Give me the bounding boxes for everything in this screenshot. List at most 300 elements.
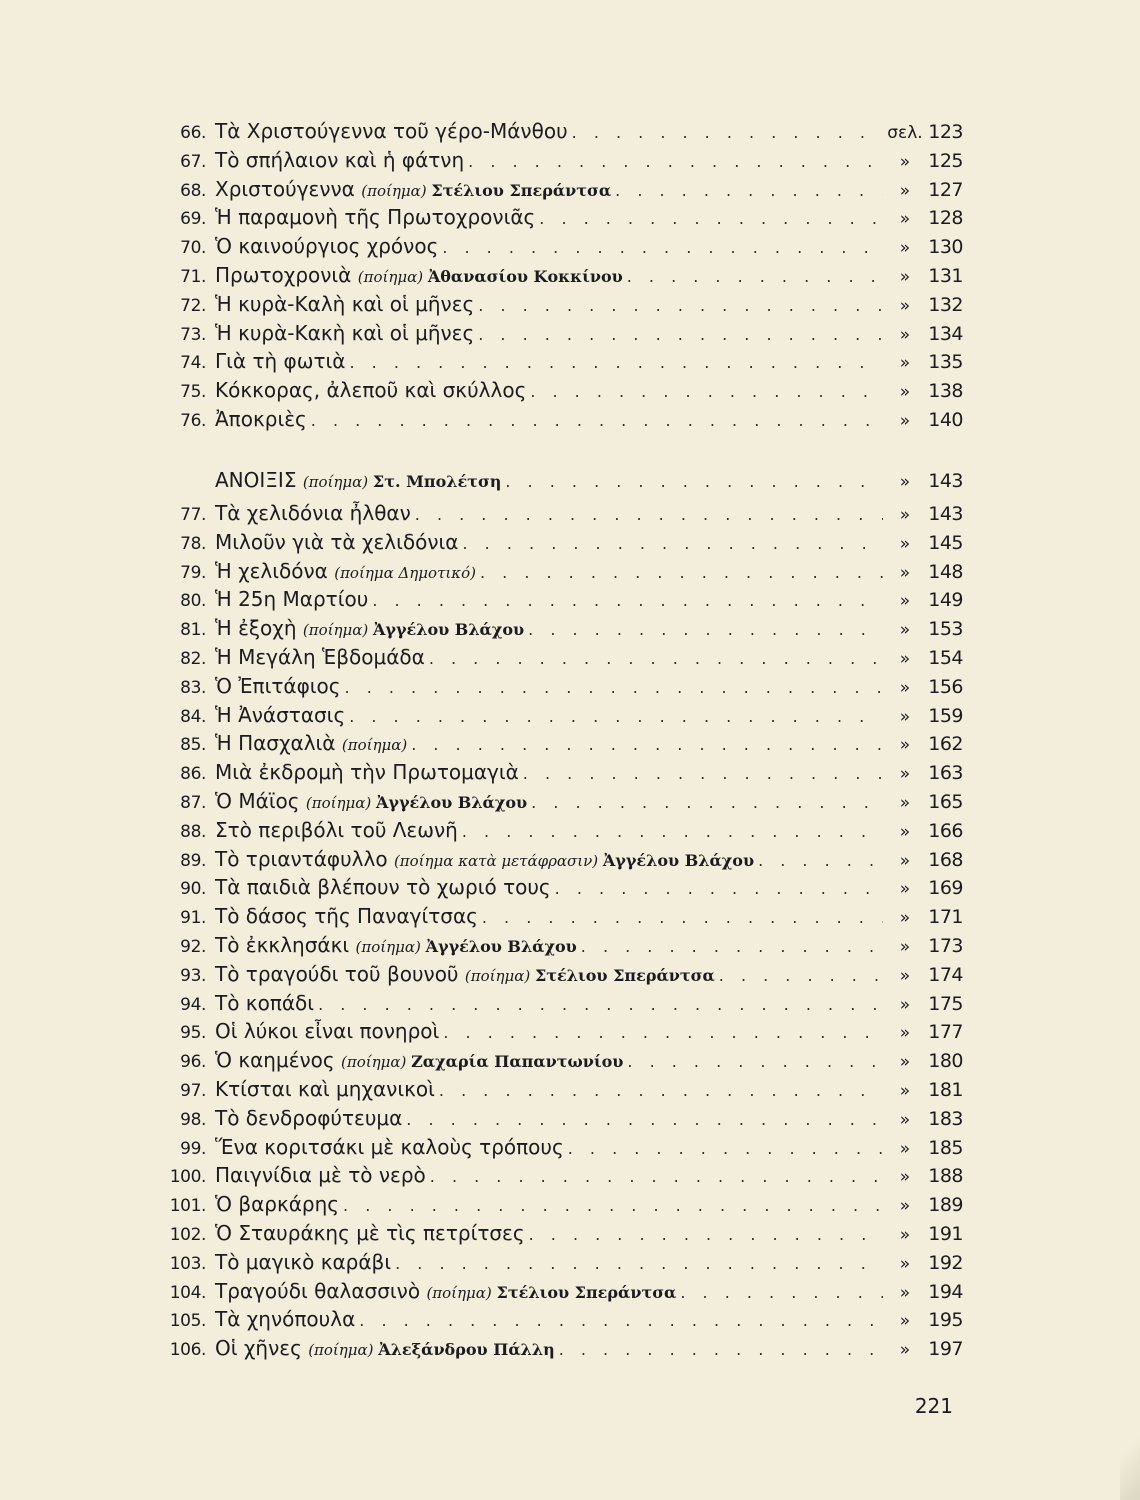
page-ref-mark: » <box>899 1167 911 1188</box>
entry-title <box>206 614 524 645</box>
entry-page-number: 177 <box>928 1021 963 1044</box>
entry-number: 93. <box>180 965 206 986</box>
entry-title-text: Τραγούδι θαλασσινὸ <box>215 1278 427 1303</box>
entry-title <box>206 117 568 146</box>
entry-number: 98. <box>180 1109 206 1130</box>
entry-number: 67. <box>180 151 206 172</box>
dot-leader <box>345 349 883 378</box>
entry-page-number: 125 <box>928 149 963 172</box>
page-ref-mark: » <box>899 1080 911 1101</box>
entry-number: 88. <box>180 821 206 842</box>
entry-number: 84. <box>180 706 206 727</box>
entry-title-text: Μιὰ ἐκδρομὴ τὴν Πρωτομαγιὰ <box>215 760 519 785</box>
entry-page-number: 149 <box>928 589 963 612</box>
entry-title <box>206 466 501 497</box>
entry-author: Ἀλεξάνδρου Πάλλη <box>378 1340 555 1360</box>
toc-entry <box>148 175 963 204</box>
page-ref-mark: » <box>899 151 911 172</box>
toc-entry <box>148 117 963 146</box>
page-ref-mark: » <box>899 533 911 554</box>
dot-leader <box>474 321 883 350</box>
entry-author: Ἀθανασίου Κοκκίνου <box>427 266 623 286</box>
toc-entry <box>148 643 963 672</box>
entry-page-number: 174 <box>928 963 963 986</box>
entry-title-text: Χριστούγεννα <box>215 176 362 201</box>
entry-page-number: 128 <box>928 207 963 230</box>
page-ref-mark: » <box>899 209 911 230</box>
entry-number: 90. <box>180 879 206 900</box>
entry-title-text: Ἡ παραμονὴ τῆς Πρωτοχρονιᾶς <box>215 205 536 230</box>
entry-number: 80. <box>180 591 206 612</box>
entry-title-text: Οἱ λύκοι εἶναι πονηροὶ <box>215 1019 440 1044</box>
entry-title-text: Ὁ Μάϊος <box>215 788 306 813</box>
dot-leader <box>314 991 883 1020</box>
entry-page-number: 171 <box>928 906 963 929</box>
entry-title-text: Τὸ τριαντάφυλλο <box>215 846 394 871</box>
entry-page-number: 143 <box>928 503 963 525</box>
entry-title <box>206 1305 355 1334</box>
dot-leader <box>524 616 883 645</box>
entry-title-text: Γιὰ τὴ φωτιὰ <box>215 349 346 374</box>
entry-title <box>206 701 345 730</box>
toc-entry <box>148 989 963 1018</box>
entry-number: 95. <box>180 1023 206 1044</box>
dot-leader <box>525 1221 883 1250</box>
entry-page-number: 140 <box>928 408 963 431</box>
page-ref-mark: » <box>899 1311 911 1332</box>
entry-number: 94. <box>180 994 206 1015</box>
entry-title <box>206 319 474 348</box>
dot-leader <box>368 587 883 616</box>
dot-leader <box>402 1106 883 1135</box>
entry-page-number: 165 <box>928 790 963 813</box>
dot-leader <box>501 468 883 497</box>
entry-title <box>206 175 611 206</box>
entry-title-text: Τὰ Χριστούγεννα τοῦ γέρο-Μάνθου <box>215 119 568 143</box>
entry-title <box>206 376 526 405</box>
toc-entry <box>148 499 963 528</box>
entry-page-number: 159 <box>928 704 963 727</box>
entry-title-text: Ὁ καινούργιος χρόνος <box>215 234 439 259</box>
entry-title-text: Πρωτοχρονιὰ <box>215 262 358 287</box>
dot-leader <box>438 234 883 263</box>
entry-page-number: 162 <box>928 733 963 756</box>
page-ref-mark: σελ. <box>887 123 923 143</box>
entry-title <box>206 1190 339 1219</box>
entry-title <box>206 528 459 557</box>
entry-number: 82. <box>180 648 206 669</box>
dot-leader <box>425 645 883 674</box>
toc-entry <box>148 1161 963 1190</box>
entry-title <box>206 1104 402 1133</box>
dot-leader <box>339 1192 883 1221</box>
dot-leader <box>715 962 883 991</box>
page-ref-mark: » <box>899 324 911 345</box>
entry-genre-note: (ποίημα) <box>341 736 408 755</box>
dot-leader <box>464 148 883 177</box>
page-ref-mark: » <box>899 591 911 612</box>
entry-number: 77. <box>180 505 206 525</box>
entry-page-number: 145 <box>928 531 963 554</box>
entry-title <box>206 1334 555 1365</box>
entry-page-number: 168 <box>928 848 963 871</box>
entry-genre-note: (ποίημα) <box>361 181 432 200</box>
entry-author: Ἀγγέλου Βλάχου <box>425 936 577 956</box>
page-ref-mark: » <box>899 180 911 201</box>
dot-leader <box>519 760 883 789</box>
page-ref-mark: » <box>899 764 911 785</box>
entry-page-number: 173 <box>928 934 963 957</box>
page-ref-mark: » <box>899 792 911 813</box>
entry-title-text: Ἡ κυρὰ-Καλὴ καὶ οἱ μῆνες <box>215 291 475 316</box>
entry-number: 66. <box>180 123 206 143</box>
entry-author: Ζαχαρία Παπαντωνίου <box>411 1052 624 1072</box>
entry-title <box>206 845 754 876</box>
dot-leader <box>476 559 883 588</box>
entry-title <box>206 787 527 818</box>
entry-title <box>206 931 577 962</box>
page-ref-mark: » <box>899 908 911 929</box>
entry-title <box>206 729 407 760</box>
entry-title-text: Τὰ χηνόπουλα <box>215 1307 356 1332</box>
toc-entry <box>148 873 963 902</box>
dot-leader <box>527 789 883 818</box>
toc-entry <box>148 585 963 614</box>
entry-number: 106. <box>169 1340 206 1361</box>
page-ref-mark: » <box>899 295 911 316</box>
entry-number: 74. <box>180 353 206 374</box>
entry-title <box>206 816 458 845</box>
entry-title-text: Τὰ παιδιὰ βλέπουν τὸ χωριό τους <box>215 875 551 900</box>
entry-genre-note: (ποίημα) <box>302 473 373 491</box>
entry-title <box>206 1219 525 1248</box>
toc-section-spring <box>148 499 963 1363</box>
entry-genre-note: (ποίημα) <box>357 267 428 286</box>
entry-genre-note: (ποίημα) <box>302 621 373 640</box>
entry-title-text: Τὸ ἐκκλησάκι <box>215 932 356 957</box>
dot-leader <box>439 1019 883 1048</box>
entry-number: 79. <box>180 562 206 583</box>
toc-entry <box>148 614 963 643</box>
entry-genre-note: (ποίημα) <box>464 966 535 985</box>
page-edge-shadow <box>1120 1410 1140 1500</box>
entry-title <box>206 1161 426 1190</box>
entry-number: 81. <box>180 620 206 641</box>
toc-entry <box>148 1305 963 1334</box>
entry-title-text: Ἕνα κοριτσάκι μὲ καλοὺς τρόπους <box>215 1134 564 1159</box>
entry-title <box>206 873 551 902</box>
toc-entry <box>148 1133 963 1162</box>
page-ref-mark: » <box>899 879 911 900</box>
page-ref-mark: » <box>899 1282 911 1303</box>
page-ref-mark: » <box>899 1196 911 1217</box>
dot-leader <box>478 904 883 933</box>
dot-leader <box>411 501 883 530</box>
entry-page-number: 197 <box>928 1338 963 1361</box>
entry-title <box>206 347 345 376</box>
dot-leader <box>623 263 883 292</box>
toc-entry <box>148 701 963 730</box>
entry-number: 97. <box>180 1080 206 1101</box>
page-ref-mark: » <box>899 994 911 1015</box>
toc-section-winter <box>148 117 963 434</box>
entry-number: 103. <box>169 1253 206 1274</box>
entry-number: 104. <box>169 1282 206 1303</box>
page-ref-mark: » <box>899 850 911 871</box>
dot-leader <box>307 407 883 436</box>
entry-page-number: 134 <box>928 322 963 345</box>
dot-leader <box>526 378 883 407</box>
entry-number: 71. <box>180 266 206 287</box>
entry-number: 75. <box>180 382 206 403</box>
entry-title <box>206 585 368 614</box>
toc-entry <box>148 902 963 931</box>
dot-leader <box>568 119 883 148</box>
entry-title-text: Ὁ βαρκάρης <box>215 1192 340 1217</box>
entry-title-text: Τὸ δάσος τῆς Παναγίτσας <box>215 904 478 929</box>
dot-leader <box>474 292 883 321</box>
entry-page-number: 185 <box>928 1136 963 1159</box>
toc-entry <box>148 347 963 376</box>
dot-leader <box>458 818 883 847</box>
entry-number: 89. <box>180 850 206 871</box>
entry-page-number: 127 <box>928 178 963 201</box>
entry-page-number: 191 <box>928 1222 963 1245</box>
entry-title-text: Κτίσται καὶ μηχανικοὶ <box>215 1076 435 1101</box>
entry-number: 76. <box>180 410 206 431</box>
entry-title <box>206 1277 676 1308</box>
toc-entry <box>148 528 963 557</box>
dot-leader <box>535 205 883 234</box>
entry-title <box>206 203 535 232</box>
entry-title-text: Ὁ καημένος <box>215 1048 342 1073</box>
dot-leader <box>459 530 884 559</box>
page-ref-mark: » <box>899 620 911 641</box>
entry-page-number: 143 <box>928 470 963 492</box>
entry-genre-note: (ποίημα) <box>426 1283 497 1302</box>
page-ref-mark: » <box>899 1224 911 1245</box>
entry-page-number: 183 <box>928 1107 963 1130</box>
entry-genre-note: (ποίημα) <box>308 1341 379 1360</box>
entry-title-text: Τὸ σπήλαιον καὶ ἡ φάτνη <box>215 147 465 172</box>
entry-author: Ἀγγέλου Βλάχου <box>375 792 528 812</box>
entry-author: Στέλιου Σπεράντσα <box>496 1282 677 1302</box>
entry-number: 70. <box>180 238 206 259</box>
entry-number: 96. <box>180 1052 206 1073</box>
entry-number: 102. <box>169 1224 206 1245</box>
dot-leader <box>564 1135 883 1164</box>
entry-number: 86. <box>180 764 206 785</box>
dot-leader <box>623 1048 883 1077</box>
toc-entry <box>148 1248 963 1277</box>
page-ref-mark: » <box>899 965 911 986</box>
entry-title-text: Μιλοῦν γιὰ τὰ χελιδόνια <box>215 529 459 554</box>
entry-title <box>206 643 425 672</box>
entry-page-number: 132 <box>928 293 963 316</box>
page-ref-mark: » <box>899 648 911 669</box>
page-ref-mark: » <box>899 266 911 287</box>
entry-page-number: 180 <box>928 1050 963 1073</box>
entry-title <box>206 1046 623 1077</box>
entry-number: 100. <box>169 1167 206 1188</box>
toc-entry <box>148 1190 963 1219</box>
dot-leader <box>676 1279 883 1308</box>
entry-title <box>206 989 314 1018</box>
toc-entry <box>148 1334 963 1363</box>
entry-genre-note: (ποίημα Δημοτικό) <box>334 563 476 582</box>
toc-entry <box>148 232 963 261</box>
page-number: 221 <box>914 1394 953 1418</box>
toc-entry <box>148 146 963 175</box>
dot-leader <box>341 674 883 703</box>
page-ref-mark: » <box>899 562 911 583</box>
page-ref-mark: » <box>899 821 911 842</box>
toc-entry <box>148 1075 963 1104</box>
entry-page-number: 123 <box>928 121 963 143</box>
entry-title-text: Ἡ Μεγάλη Ἑβδομάδα <box>215 644 425 669</box>
dot-leader <box>391 1250 883 1279</box>
toc-entry <box>148 557 963 586</box>
entry-page-number: 175 <box>928 992 963 1015</box>
page-ref-mark: » <box>899 1138 911 1159</box>
entry-author: Ἀγγέλου Βλάχου <box>372 620 525 640</box>
entry-title <box>206 1133 564 1162</box>
entry-number: 105. <box>169 1311 206 1332</box>
entry-title-text: Στὸ περιβόλι τοῦ Λεωνῆ <box>215 817 458 842</box>
entry-page-number: 195 <box>928 1309 963 1332</box>
entry-title-text: Τὸ δενδροφύτευμα <box>215 1105 403 1130</box>
entry-page-number: 153 <box>928 618 963 641</box>
page-ref-mark: » <box>899 1052 911 1073</box>
entry-author: Στέλιου Σπεράντσα <box>431 180 612 200</box>
entry-genre-note: (ποίημα) <box>341 1053 412 1072</box>
toc-entry <box>148 672 963 701</box>
toc-entry <box>148 1277 963 1306</box>
toc-entry <box>148 405 963 434</box>
entry-number: 91. <box>180 908 206 929</box>
entry-number: 83. <box>180 677 206 698</box>
entry-page-number: 188 <box>928 1165 963 1188</box>
entry-number: 92. <box>180 936 206 957</box>
toc-entry <box>148 787 963 816</box>
entry-page-number: 154 <box>928 646 963 669</box>
entry-title-text: Ἡ ἐξοχὴ <box>215 616 303 641</box>
entry-number: 68. <box>180 180 206 201</box>
toc-entry <box>148 261 963 290</box>
entry-number: 73. <box>180 324 206 345</box>
entry-page-number: 181 <box>928 1078 963 1101</box>
toc-entry <box>148 729 963 758</box>
entry-title-text: Τὸ τραγούδι τοῦ βουνοῦ <box>215 961 465 986</box>
entry-number: 99. <box>180 1138 206 1159</box>
entry-title-text: Ἀποκριὲς <box>215 406 307 431</box>
entry-author: Ἀγγέλου Βλάχου <box>602 850 755 870</box>
toc-entry <box>148 1017 963 1046</box>
entry-page-number: 138 <box>928 380 963 403</box>
page-ref-mark: » <box>899 735 911 756</box>
entry-title-text: Ὁ Ἐπιτάφιος <box>215 673 341 698</box>
toc-entry <box>148 466 963 495</box>
page-ref-mark: » <box>899 1253 911 1274</box>
page-ref-mark: » <box>899 472 911 492</box>
page-ref-mark: » <box>899 238 911 259</box>
entry-page-number: 166 <box>928 819 963 842</box>
entry-number: 69. <box>180 209 206 230</box>
page-ref-mark: » <box>899 1340 911 1361</box>
entry-number: 72. <box>180 295 206 316</box>
page-ref-mark: » <box>899 382 911 403</box>
toc-entry <box>148 376 963 405</box>
entry-number: 85. <box>180 735 206 756</box>
entry-title-text: Ἡ κυρὰ-Κακὴ καὶ οἱ μῆνες <box>215 320 475 345</box>
entry-title <box>206 261 623 292</box>
entry-page-number: 163 <box>928 762 963 785</box>
entry-title-text: Ἡ Ἀνάστασις <box>215 702 346 727</box>
entry-title <box>206 902 478 931</box>
dot-leader <box>754 847 883 876</box>
entry-title <box>206 1075 435 1104</box>
entry-page-number: 130 <box>928 236 963 259</box>
entry-genre-note: (ποίημα) <box>305 793 376 812</box>
entry-title <box>206 146 464 175</box>
entry-page-number: 148 <box>928 560 963 583</box>
entry-title-text: Ἡ Πασχαλιὰ <box>215 731 342 756</box>
toc-entry <box>148 319 963 348</box>
dot-leader <box>345 703 883 732</box>
dot-leader <box>555 1336 883 1365</box>
entry-title-text: Ἡ 25η Μαρτίου <box>215 587 369 612</box>
dot-leader <box>611 177 883 206</box>
entry-page-number: 192 <box>928 1251 963 1274</box>
dot-leader <box>426 1163 883 1192</box>
entry-author: Στ. Μπολέτση <box>372 472 502 491</box>
toc-entry <box>148 960 963 989</box>
toc-entry <box>148 931 963 960</box>
entry-page-number: 169 <box>928 877 963 900</box>
entry-title-text: Τὰ χελιδόνια ἦλθαν <box>215 501 411 525</box>
entry-title-text: Ὁ Σταυράκης μὲ τὶς πετρίτσες <box>215 1220 525 1245</box>
entry-page-number: 189 <box>928 1194 963 1217</box>
page-ref-mark: » <box>899 505 911 525</box>
toc-entry <box>148 290 963 319</box>
page-ref-mark: » <box>899 677 911 698</box>
toc-entry <box>148 1219 963 1248</box>
page-ref-mark: » <box>899 353 911 374</box>
entry-title-text: Ἡ χελιδόνα <box>215 558 335 583</box>
toc-entry <box>148 758 963 787</box>
entry-title <box>206 232 438 261</box>
dot-leader <box>551 875 883 904</box>
entry-page-number: 194 <box>928 1280 963 1303</box>
entry-genre-note: (ποίημα) <box>355 937 426 956</box>
entry-page-number: 131 <box>928 264 963 287</box>
entry-title <box>206 290 474 319</box>
entry-page-number: 135 <box>928 351 963 374</box>
entry-title <box>206 499 411 528</box>
page-ref-mark: » <box>899 1023 911 1044</box>
entry-number: 87. <box>180 792 206 813</box>
page-ref-mark: » <box>899 936 911 957</box>
entry-genre-note: (ποίημα κατὰ μετάφρασιν) <box>393 851 603 870</box>
entry-number: 101. <box>169 1196 206 1217</box>
toc-entry <box>148 203 963 232</box>
entry-title-text: ΑΝΟΙΞΙΣ <box>215 468 303 492</box>
entry-title <box>206 557 476 588</box>
entry-title-text: Τὸ κοπάδι <box>215 990 315 1015</box>
page-ref-mark: » <box>899 1109 911 1130</box>
entry-title-text: Κόκκορας, ἀλεποῦ καὶ σκύλλος <box>215 378 527 403</box>
toc-entry <box>148 845 963 874</box>
